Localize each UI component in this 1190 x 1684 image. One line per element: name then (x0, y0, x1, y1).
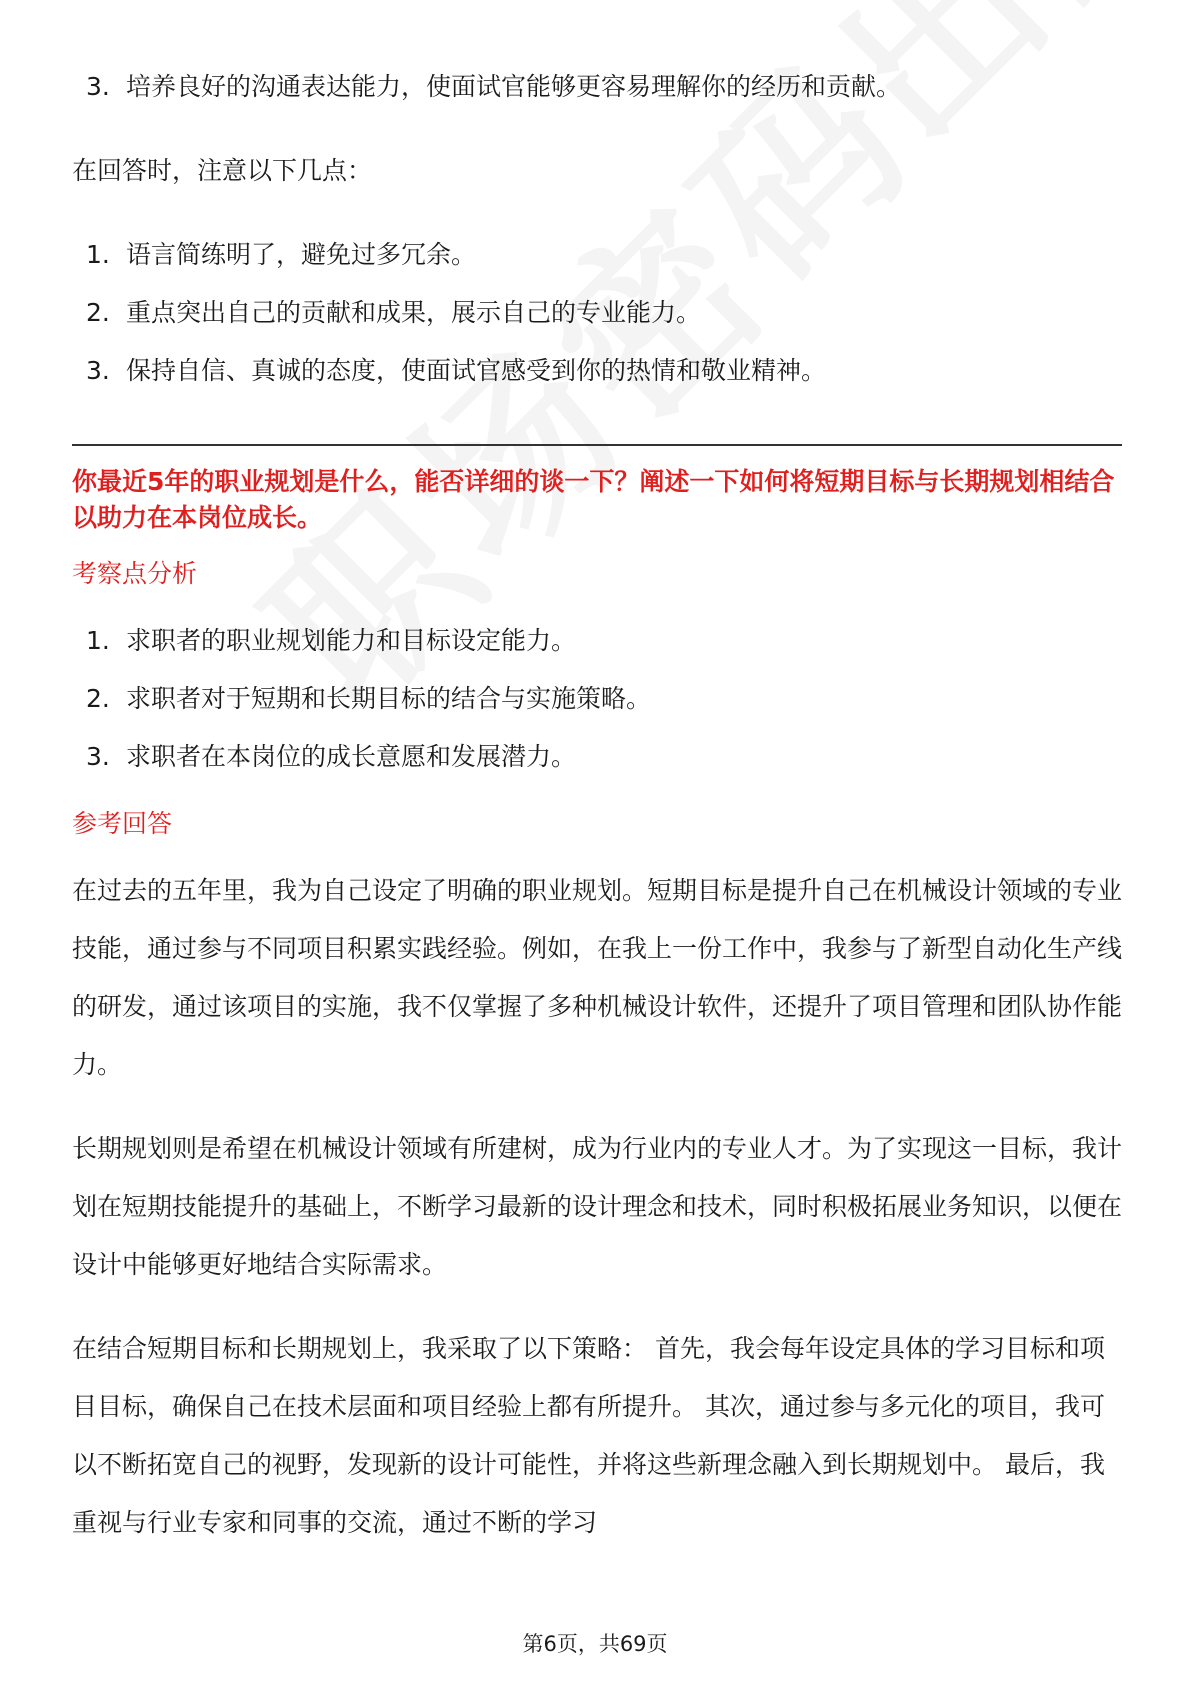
analysis-list (72, 612, 1122, 786)
list-item: 3. 求职者在本岗位的成长意愿和发展潜力。 (86, 742, 577, 771)
list-item: 1. 求职者的职业规划能力和目标设定能力。 (86, 626, 577, 655)
answer-paragraph: 在结合短期目标和长期规划上，我采取了以下策略： 首先，我会每年设定具体的学习目标和项目目标，确保自己在技术层面和项目经验上都有所提升。 其次，通过参与多元化的项目，我可以不断拓宽自己的视野，发现新的设计可能性，并将这些新理念融入到长期规划中。 最后，我重视与行业专家和同事的交流，通过不断的学习 (72, 1334, 1105, 1537)
answer-paragraph: 在过去的五年里，我为自己设定了明确的职业规划。短期目标是提升自己在机械设计领域的专业技能，通过参与不同项目积累实践经验。例如，在我上一份工作中，我参与了新型自动化生产线的研发，通过该项目的实施，我不仅掌握了多种机械设计软件，还提升了项目管理和团队协作能力。 (72, 876, 1123, 1079)
list-item: 3. 培养良好的沟通表达能力，使面试官能够更容易理解你的经历和贡献。 (86, 72, 902, 101)
list-item: 3. 保持自信、真诚的态度，使面试官感受到你的热情和敬业精神。 (86, 356, 827, 385)
page-number: 第6页，共69页 (522, 1632, 668, 1656)
previous-list (72, 58, 1122, 116)
section-divider (72, 444, 1122, 446)
tips-list (72, 226, 1122, 400)
page-content (72, 58, 1122, 1552)
answer-heading: 参考回答 (72, 809, 173, 838)
intro-text: 在回答时，注意以下几点： (72, 156, 373, 185)
list-item: 2. 重点突出自己的贡献和成果，展示自己的专业能力。 (86, 298, 702, 327)
question-heading: 你最近5年的职业规划是什么，能否详细的谈一下？阐述一下如何将短期目标与长期规划相结合以助力在本岗位成长。 (72, 467, 1115, 532)
list-item: 2. 求职者对于短期和长期目标的结合与实施策略。 (86, 684, 652, 713)
analysis-heading: 考察点分析 (72, 559, 198, 588)
answer-paragraph: 长期规划则是希望在机械设计领域有所建树，成为行业内的专业人才。为了实现这一目标，我计划在短期技能提升的基础上，不断学习最新的设计理念和技术，同时积极拓展业务知识，以便在设计中能够更好地结合实际需求。 (72, 1134, 1123, 1279)
list-item: 1. 语言简练明了，避免过多冗余。 (86, 240, 477, 269)
